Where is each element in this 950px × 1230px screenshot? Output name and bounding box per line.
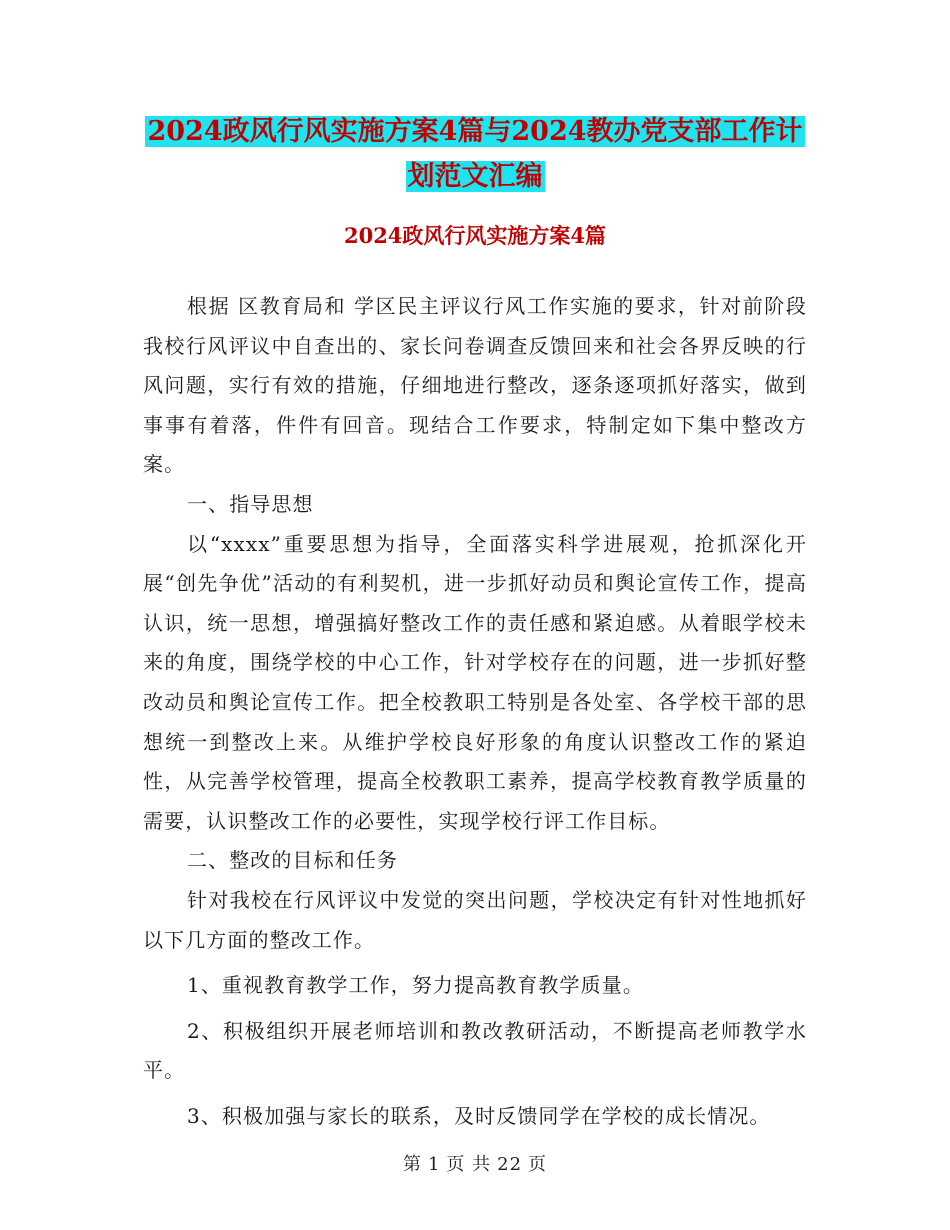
list-item-1: 1、重视教育教学工作，努力提高教育教学质量。 bbox=[187, 973, 644, 998]
paragraph-guiding-ideology: 以“xxxx”重要思想为指导，全面落实科学进展观，抢抓深化开展“创先争优”活动的有利契机，进一步抓好动员和舆论宣传工作，提高认识，统一思想，增强搞好整改工作的责任感和紧迫感。从着眼学校未来的角度，围绕学校的中心工作，针对学校存在的问题，进一步抓好整改动员和舆论宣传工作。把全校教职工特别是各处室、各学校干部的思想统一到整改上来。从维护学校良好形象的角度认识整改工作的紧迫性，从完善学校管理，提高全校教职工素养，提高学校教育教学质量的需要，认识整改工作的必要性，实现学校行评工作目标。 bbox=[143, 531, 807, 833]
document-title-line-2 bbox=[0, 152, 950, 202]
footer-total-pages: 22 bbox=[497, 1154, 523, 1175]
list-item-3: 3、积极加强与家长的联系，及时反馈同学在学校的成长情况。 bbox=[187, 1103, 771, 1128]
title-highlight-2: 划范文汇编 bbox=[407, 161, 543, 192]
footer-suffix: 页 bbox=[528, 1154, 548, 1175]
heading-goals-tasks: 二、整改的目标和任务 bbox=[187, 848, 398, 873]
paragraph-intro: 根据 区教育局和 学区民主评议行风工作实施的要求，针对前阶段我校行风评议中自查出的、家长问卷调查反馈回来和社会各界反映的行风问题，实行有效的措施，仔细地进行整改，逐条逐项抓好落实，做到事事有着落，件件有回音。现结合工作要求，特制定如下集中整改方案。 bbox=[143, 294, 807, 477]
section-title: 2024政风行风实施方案4篇 bbox=[343, 223, 607, 248]
footer-current-page: 1 bbox=[427, 1154, 441, 1175]
footer-prefix: 第 bbox=[402, 1154, 422, 1175]
paragraph-goals-tasks: 针对我校在行风评议中发觉的突出问题，学校决定有针对性地抓好以下几方面的整改工作。 bbox=[143, 887, 807, 952]
document-body bbox=[143, 287, 807, 1136]
heading-guiding-ideology: 一、指导思想 bbox=[187, 491, 314, 516]
footer-middle: 页 共 bbox=[446, 1154, 492, 1175]
document-title-line-1 bbox=[0, 107, 950, 157]
page-footer bbox=[0, 1150, 950, 1176]
list-item-2: 2、积极组织开展老师培训和教改教研活动，不断提高老师教学水平。 bbox=[143, 1018, 807, 1083]
title-highlight-1: 2024政风行风实施方案4篇与2024教办党支部工作计 bbox=[147, 116, 803, 147]
